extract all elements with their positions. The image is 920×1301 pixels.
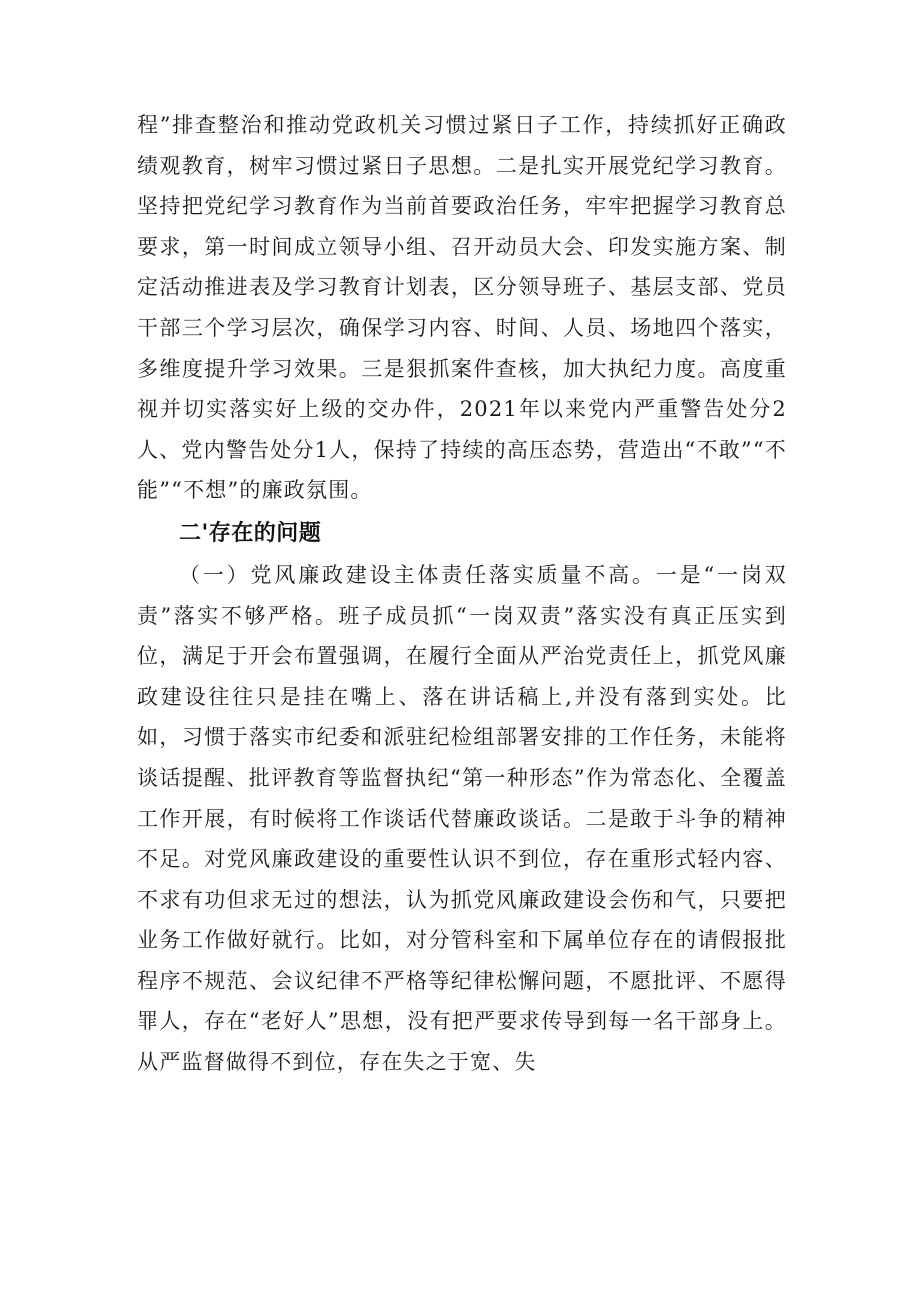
document-body: [137, 105, 787, 1083]
section-heading: 二'存在的问题: [179, 520, 322, 546]
paragraph-achievements: 程”排查整治和推动党政机关习惯过紧日子工作，持续抓好正确政绩观教育，树牢习惯过紧日子思想。二是扎实开展党纪学习教育。坚持把党纪学习教育作为当前首要政治任务，牢牢把握学习教育总要求，第一时间成立领导小组、召开动员大会、印发实施方案、制定活动推进表及学习教育计划表，区分领导班子、基层支部、党员干部三个学习层次，确保学习内容、时间、人员、场地四个落实，多维度提升学习效果。三是狠抓案件查核，加大执纪力度。高度重视并切实落实好上级的交办件，2021年以来党内严重警告处分2人、党内警告处分1人，保持了持续的高压态势，营造出“不敢”“不能”“不想”的廉政氛围。: [137, 113, 787, 503]
paragraph-problems: （一）党风廉政建设主体责任落实质量不高。一是“一岗双责”落实不够严格。班子成员抓“一岗双责”落实没有真正压实到位，满足于开会布置强调，在履行全面从严治党责任上，抓党风廉政建设往往只是挂在嘴上、落在讲话稿上,并没有落到实处。比如，习惯于落实市纪委和派驻纪检组部署安排的工作任务，未能将谈话提醒、批评教育等监督执纪“第一种形态”作为常态化、全覆盖工作开展，有时候将工作谈话代替廉政谈话。二是敢于斗争的精神不足。对党风廉政建设的重要性认识不到位，存在重形式轻内容、不求有功但求无过的想法，认为抓党风廉政建设会伤和气，只要把业务工作做好就行。比如，对分管科室和下属单位存在的请假报批程序不规范、会议纪律不严格等纪律松懈问题，不愿批评、不愿得罪人，存在“老好人”思想，没有把严要求传导到每一名干部身上。从严监督做得不到位，存在失之于宽、失: [137, 562, 787, 1075]
